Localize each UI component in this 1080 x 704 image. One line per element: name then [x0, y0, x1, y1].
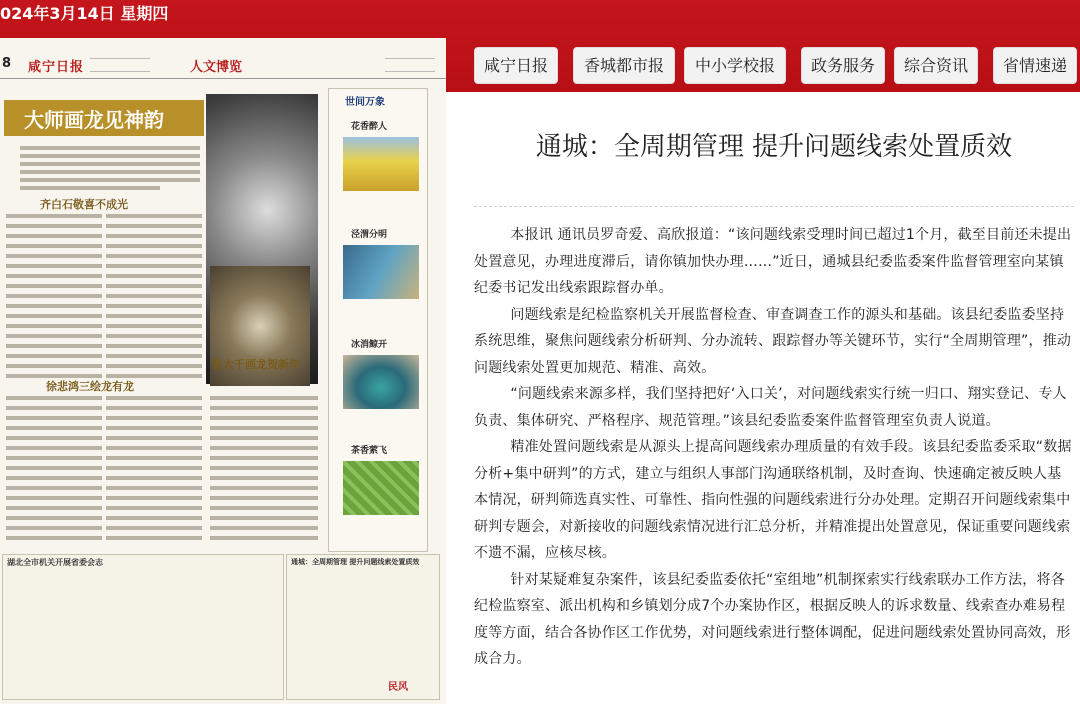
- sub-heading: 张大千画龙贺新年: [212, 358, 300, 371]
- text-line: [106, 466, 202, 470]
- rapeseed-photo: [343, 137, 419, 191]
- text-line: [210, 406, 318, 410]
- section-name: 人文博览: [190, 60, 243, 75]
- column-logo: 民风: [388, 682, 408, 693]
- text-line: [6, 264, 102, 268]
- text-line: [106, 254, 202, 258]
- text-line: [6, 344, 102, 348]
- text-line: [20, 178, 200, 182]
- text-line: [106, 436, 202, 440]
- text-line: [210, 536, 318, 540]
- text-line: [210, 416, 318, 420]
- text-line: [210, 456, 318, 460]
- page-meta: [90, 58, 150, 72]
- bottom-left-article: [2, 554, 284, 700]
- bottom-right-title: 通城：全周期管理 提升问题线索处置质效: [291, 558, 420, 566]
- text-line: [6, 506, 102, 510]
- text-line: [210, 496, 318, 500]
- text-line: [6, 314, 102, 318]
- text-line: [6, 406, 102, 410]
- title-divider: [474, 206, 1074, 207]
- text-line: [106, 426, 202, 430]
- text-line: [106, 536, 202, 540]
- text-line: [106, 506, 202, 510]
- text-line: [6, 446, 102, 450]
- text-line: [106, 304, 202, 308]
- feature-title: 大师画龙见神韵: [24, 108, 164, 132]
- text-line: [6, 284, 102, 288]
- text-line: [6, 244, 102, 248]
- text-line: [6, 456, 102, 460]
- text-line: [20, 154, 200, 158]
- text-line: [6, 324, 102, 328]
- text-line: [106, 364, 202, 368]
- tab-gov-services[interactable]: 政务服务: [801, 47, 885, 84]
- text-line: [106, 344, 202, 348]
- article-paragraph: 问题线索是纪检监察机关开展监督检查、审查调查工作的源头和基础。该县纪委监委坚持系统思维，聚焦问题线索分析研判、分办流转、跟踪督办等关键环节，实行“全周期管理”，推动问题线索处置更加规范、精准、高效。: [474, 306, 1072, 376]
- text-line: [6, 436, 102, 440]
- sub-heading: 齐白石敬喜不成光: [40, 198, 128, 211]
- text-line: [106, 264, 202, 268]
- text-line: [106, 234, 202, 238]
- text-line: [210, 426, 318, 430]
- tea-field-photo: [343, 461, 419, 515]
- newspaper-header: [0, 54, 446, 79]
- text-line: [6, 466, 102, 470]
- masthead: 咸宁日报: [28, 60, 85, 75]
- text-line: [20, 170, 200, 174]
- text-line: [106, 284, 202, 288]
- sidebar-title: 世间万象: [345, 97, 385, 108]
- text-line: [6, 224, 102, 228]
- text-line: [106, 274, 202, 278]
- text-line: [6, 476, 102, 480]
- article-body: [474, 222, 1074, 704]
- date-label: 024年3月14日 星期四: [0, 4, 169, 23]
- tab-xiangcheng-metro[interactable]: 香城都市报: [573, 47, 675, 84]
- text-line: [210, 396, 318, 400]
- text-line: [210, 446, 318, 450]
- text-line: [106, 526, 202, 530]
- tab-general-news[interactable]: 综合资讯: [894, 47, 978, 84]
- text-line: [210, 436, 318, 440]
- text-line: [106, 446, 202, 450]
- text-line: [6, 364, 102, 368]
- text-line: [20, 162, 200, 166]
- text-line: [106, 294, 202, 298]
- text-line: [210, 516, 318, 520]
- text-line: [6, 294, 102, 298]
- text-line: [106, 334, 202, 338]
- lake-photo: [343, 355, 419, 409]
- article-title: 通城：全周期管理 提升问题线索处置质效: [535, 132, 1013, 162]
- text-line: [6, 526, 102, 530]
- text-line: [210, 476, 318, 480]
- text-line: [106, 224, 202, 228]
- sidebar-caption: 茶香萦飞: [351, 446, 388, 456]
- text-line: [210, 466, 318, 470]
- text-line: [210, 486, 318, 490]
- text-line: [106, 214, 202, 218]
- text-line: [106, 476, 202, 480]
- newspaper-page-image[interactable]: [0, 38, 446, 704]
- bottom-left-title: 湖北全市机关开展省委会志: [7, 558, 103, 567]
- text-line: [6, 304, 102, 308]
- text-line: [6, 516, 102, 520]
- article-paragraph: “问题线索来源多样，我们坚持把好‘入口关’，对问题线索实行统一归口、翔实登记、专人负责、集体研究、严格程序、规范管理。”该县纪委监委案件监督管理室负责人说道。: [474, 386, 1067, 429]
- tab-school-paper[interactable]: 中小学校报: [684, 47, 786, 84]
- text-line: [6, 496, 102, 500]
- article-paragraph: 针对某疑难复杂案件，该县纪委监委依托“室组地”机制探索实行线索联办工作方法，将各纪检监察室、派出机构和乡镇划分成7个办案协作区，根据反映人的诉求数量、线索查办难易程度等方面，结合各协作区工作优势，对问题线索进行整体调配，促进问题线索处置协同高效，形成合力。: [474, 571, 1071, 667]
- text-line: [106, 324, 202, 328]
- text-line: [6, 354, 102, 358]
- feature-banner: [4, 100, 204, 136]
- text-line: [210, 526, 318, 530]
- text-line: [6, 234, 102, 238]
- newspaper-page: [0, 38, 446, 704]
- page-meta-right: [385, 58, 435, 72]
- text-line: [106, 416, 202, 420]
- text-line: [20, 146, 200, 150]
- text-line: [6, 254, 102, 258]
- text-line: [106, 516, 202, 520]
- sub-heading: 徐悲鸿三绘龙有龙: [46, 380, 134, 393]
- text-line: [106, 456, 202, 460]
- text-line: [6, 426, 102, 430]
- text-line: [106, 486, 202, 490]
- text-line: [106, 396, 202, 400]
- article-paragraph: 精准处置问题线索是从源头上提高问题线索办理质量的有效手段。该县纪委监委采取“数据分析+集中研判”的方式，建立与组织人事部门沟通联络机制，及时查询、快速确定被反映人基本情况，研判筛选真实性、可靠性、指向性强的问题线索进行分办处理。定期召开问题线索集中研判专题会，对新接收的问题线索情况进行汇总分析，并精准提出处置意见，保证重要问题线索不遗不漏，应核尽核。: [474, 439, 1072, 561]
- sidebar-caption: 花香醉人: [351, 122, 388, 132]
- article-paragraph: 本报讯 通讯员罗奇爱、高欣报道：“该问题线索受理时间已超过1个月，截至目前还未提出处置意见，办理进度滞后，请你镇加快办理……”近日，通城县纪委监委案件监督管理室向某镇纪委书记发出线索跟踪督办单。: [474, 227, 1072, 296]
- text-line: [6, 536, 102, 540]
- text-line: [6, 334, 102, 338]
- text-line: [6, 214, 102, 218]
- sidebar-column: [328, 88, 428, 552]
- text-line: [20, 186, 160, 190]
- bottom-right-article: [286, 554, 440, 700]
- text-line: [6, 274, 102, 278]
- page-number: 8: [2, 56, 12, 71]
- text-line: [106, 244, 202, 248]
- text-line: [6, 396, 102, 400]
- tab-province-express[interactable]: 省情速递: [993, 47, 1077, 84]
- text-line: [210, 506, 318, 510]
- text-line: [6, 416, 102, 420]
- sidebar-caption: 泾渭分明: [351, 230, 388, 240]
- text-line: [106, 314, 202, 318]
- river-photo: [343, 245, 419, 299]
- sidebar-caption: 冰消鲸开: [351, 340, 388, 350]
- text-line: [106, 496, 202, 500]
- tab-xianning-daily[interactable]: 咸宁日报: [474, 47, 558, 84]
- text-line: [106, 354, 202, 358]
- text-line: [6, 486, 102, 490]
- text-line: [106, 406, 202, 410]
